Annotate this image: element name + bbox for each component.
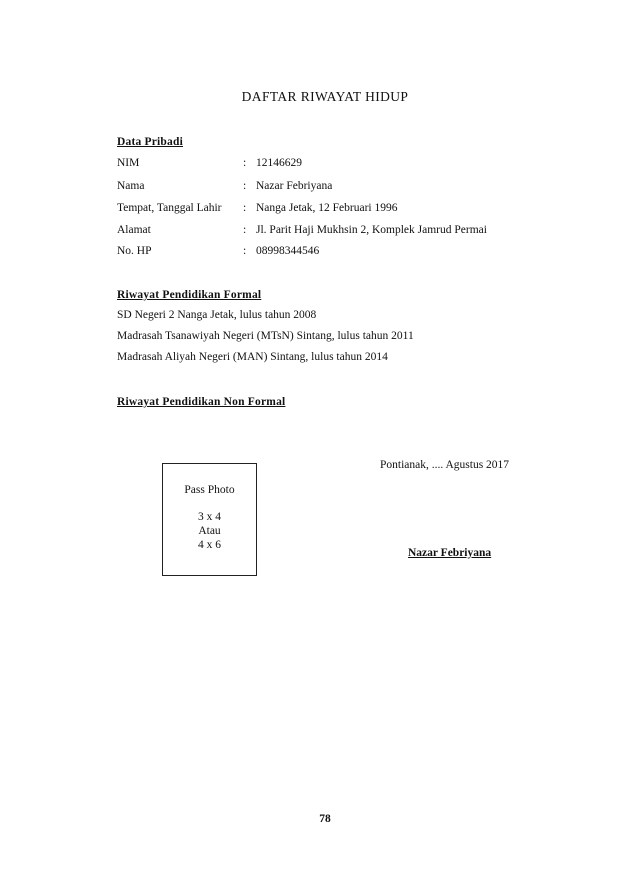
signature-place-date: Pontianak, .... Agustus 2017 (380, 459, 510, 471)
address-colon: : (243, 224, 247, 236)
name-label: Nama (117, 180, 145, 192)
signature-name: Nazar Febriyana (408, 547, 492, 559)
phone-value: 08998344546 (256, 245, 320, 257)
nim-colon: : (243, 157, 247, 169)
birth-value: Nanga Jetak, 12 Februari 1996 (256, 202, 398, 214)
address-label: Alamat (117, 224, 151, 236)
name-colon: : (243, 180, 247, 192)
formal-education-item: Madrasah Tsanawiyah Negeri (MTsN) Sintang, lulus tahun 2011 (117, 330, 414, 342)
nonformal-education-heading: Riwayat Pendidikan Non Formal (117, 396, 286, 408)
page-number: 78 (319, 813, 331, 825)
address-value: Jl. Parit Haji Mukhsin 2, Komplek Jamrud Permai (256, 224, 487, 236)
phone-label: No. HP (117, 245, 152, 257)
phone-colon: : (243, 245, 247, 257)
photo-size-1: 3 x 4 (198, 511, 221, 523)
nim-value: 12146629 (256, 157, 302, 169)
formal-education-item: SD Negeri 2 Nanga Jetak, lulus tahun 2008 (117, 309, 317, 321)
birth-label: Tempat, Tanggal Lahir (117, 202, 222, 214)
birth-colon: : (243, 202, 247, 214)
formal-education-item: Madrasah Aliyah Negeri (MAN) Sintang, lulus tahun 2014 (117, 351, 388, 363)
formal-education-heading: Riwayat Pendidikan Formal (117, 289, 262, 301)
nim-label: NIM (117, 157, 140, 169)
photo-size-2: 4 x 6 (198, 539, 221, 551)
photo-placeholder (162, 463, 257, 576)
photo-or: Atau (198, 525, 221, 537)
document-title: DAFTAR RIWAYAT HIDUP (241, 89, 409, 104)
photo-caption: Pass Photo (184, 484, 235, 496)
personal-data-heading: Data Pribadi (117, 136, 183, 148)
name-value: Nazar Febriyana (256, 180, 333, 192)
